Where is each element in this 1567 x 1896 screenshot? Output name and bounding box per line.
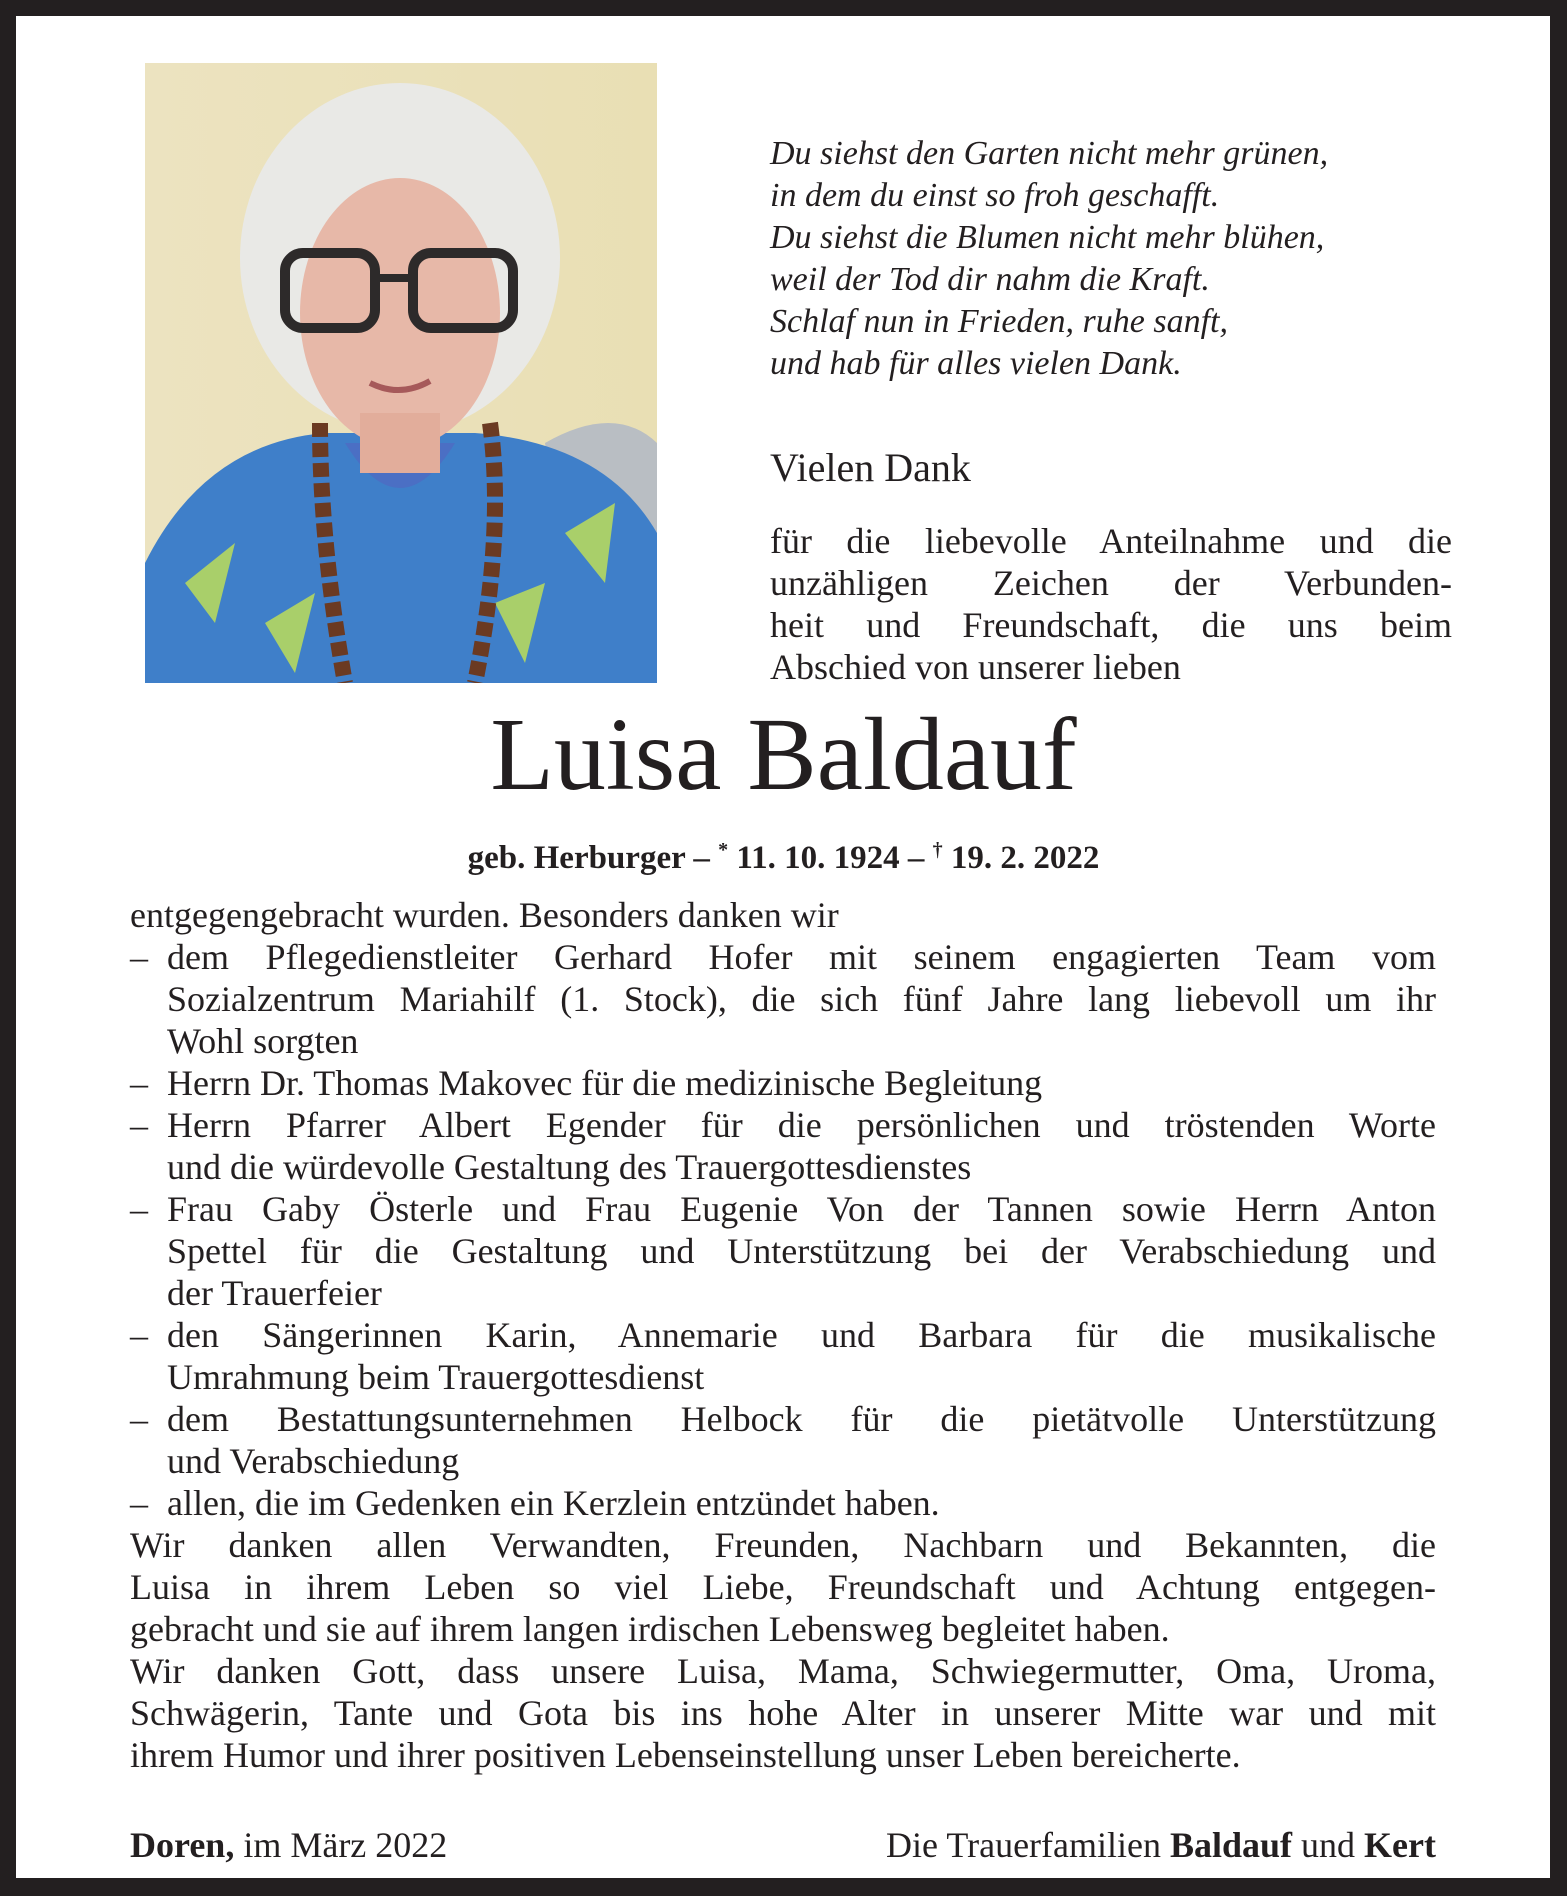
list-item-line: Sozialzentrum Mariahilf (1. Stock), die sich fünf Jahre lang liebevoll um ihr <box>167 979 1436 1019</box>
family-name: Kert <box>1364 1825 1436 1865</box>
closing-line: Wir danken allen Verwandten, Freunden, Nachbarn und Bekannten, die <box>130 1525 1436 1565</box>
list-item <box>130 1062 1436 1104</box>
list-item <box>130 1188 1436 1314</box>
intro-line: für die liebevolle Anteilnahme und die <box>770 521 1452 561</box>
list-item-line: Herrn Pfarrer Albert Egender für die persönlichen und tröstenden Worte <box>167 1105 1436 1145</box>
thanks-body <box>130 894 1436 1776</box>
conjunction: und <box>1292 1825 1365 1865</box>
closing-line: gebracht und sie auf ihrem langen irdischen Lebensweg begleitet haben. <box>130 1609 1170 1649</box>
dash-bullet-icon: – <box>130 1315 148 1355</box>
place: Doren, <box>130 1825 235 1865</box>
closing-paragraph <box>130 1524 1436 1776</box>
separator: – <box>685 840 719 876</box>
list-item-line: allen, die im Gedenken ein Kerzlein entzündet haben. <box>167 1483 940 1523</box>
list-item-line: Umrahmung beim Trauergottesdienst <box>167 1357 705 1397</box>
death-cross-icon: † <box>932 839 943 861</box>
birth-date: 11. 10. 1924 <box>728 840 900 876</box>
body-lead: entgegengebracht wurden. Besonders danken wir <box>130 895 839 935</box>
closing-line: Wir danken Gott, dass unsere Luisa, Mama, Schwiegermutter, Oma, Uroma, <box>130 1651 1436 1691</box>
intro-line: unzähligen Zeichen der Verbunden- <box>770 563 1452 603</box>
list-item-line: Frau Gaby Österle und Frau Eugenie Von der Tannen sowie Herrn Anton <box>167 1189 1436 1229</box>
closing-line: Schwägerin, Tante und Gota bis ins hohe Alter in unserer Mitte war und mit <box>130 1693 1436 1733</box>
dash-bullet-icon: – <box>130 1483 148 1523</box>
poem-line: und hab für alles vielen Dank. <box>770 345 1182 382</box>
thanks-heading: Vielen Dank <box>770 445 971 490</box>
birth-star-icon: * <box>718 839 729 861</box>
date: im März 2022 <box>234 1825 448 1865</box>
death-date: 19. 2. 2022 <box>942 840 1100 876</box>
families <box>886 1823 1436 1867</box>
list-item <box>130 936 1436 1062</box>
thanks-list <box>130 936 1436 1524</box>
list-item <box>130 1314 1436 1398</box>
list-item-line: Herrn Dr. Thomas Makovec für die medizinische Begleitung <box>167 1063 1043 1103</box>
dash-bullet-icon: – <box>130 937 148 977</box>
poem-line: Du siehst den Garten nicht mehr grünen, <box>770 135 1329 172</box>
list-item <box>130 1398 1436 1482</box>
separator: – <box>899 840 933 876</box>
dash-bullet-icon: – <box>130 1063 148 1103</box>
intro-line: Abschied von unserer lieben <box>770 647 1181 687</box>
dash-bullet-icon: – <box>130 1399 148 1439</box>
list-item-line: dem Pflegedienstleiter Gerhard Hofer mit seinem engagierten Team vom <box>167 937 1436 977</box>
maiden-name: geb. Herburger <box>467 840 686 876</box>
list-item-line: und Verabschiedung <box>167 1441 460 1481</box>
life-dates <box>0 830 1567 878</box>
signature-line <box>130 1823 1436 1867</box>
poem-line: Du siehst die Blumen nicht mehr blühen, <box>770 219 1325 256</box>
deceased-name: Luisa Baldauf <box>490 697 1077 812</box>
closing-line: Luisa in ihrem Leben so viel Liebe, Freundschaft und Achtung entgegen- <box>130 1567 1436 1607</box>
list-item <box>130 1104 1436 1188</box>
dash-bullet-icon: – <box>130 1189 148 1229</box>
poem-line: in dem du einst so froh geschafft. <box>770 177 1220 214</box>
list-item-line: und die würdevolle Gestaltung des Trauergottesdienstes <box>167 1147 972 1187</box>
intro-paragraph <box>770 520 1452 688</box>
list-item-line: den Sängerinnen Karin, Annemarie und Barbara für die musikalische <box>167 1315 1436 1355</box>
list-item-line: der Trauerfeier <box>167 1273 382 1313</box>
intro-line: heit und Freundschaft, die uns beim <box>770 605 1452 645</box>
list-item-line: dem Bestattungsunternehmen Helbock für die pietätvolle Unterstützung <box>167 1399 1436 1439</box>
portrait-photo <box>145 63 657 683</box>
closing-line: ihrem Humor und ihrer positiven Lebenseinstellung unser Leben bereicherte. <box>130 1735 1241 1775</box>
place-date <box>130 1823 447 1867</box>
list-item-line: Wohl sorgten <box>167 1021 359 1061</box>
poem-line: Schlaf nun in Frieden, ruhe sanft, <box>770 303 1229 340</box>
dash-bullet-icon: – <box>130 1105 148 1145</box>
list-item <box>130 1482 1436 1524</box>
list-item-line: Spettel für die Gestaltung und Unterstützung bei der Verabschiedung und <box>167 1231 1436 1271</box>
family-name: Baldauf <box>1170 1825 1293 1865</box>
poem-line: weil der Tod dir nahm die Kraft. <box>770 261 1210 298</box>
poem <box>770 133 1328 385</box>
families-prefix: Die Trauerfamilien <box>886 1825 1170 1865</box>
